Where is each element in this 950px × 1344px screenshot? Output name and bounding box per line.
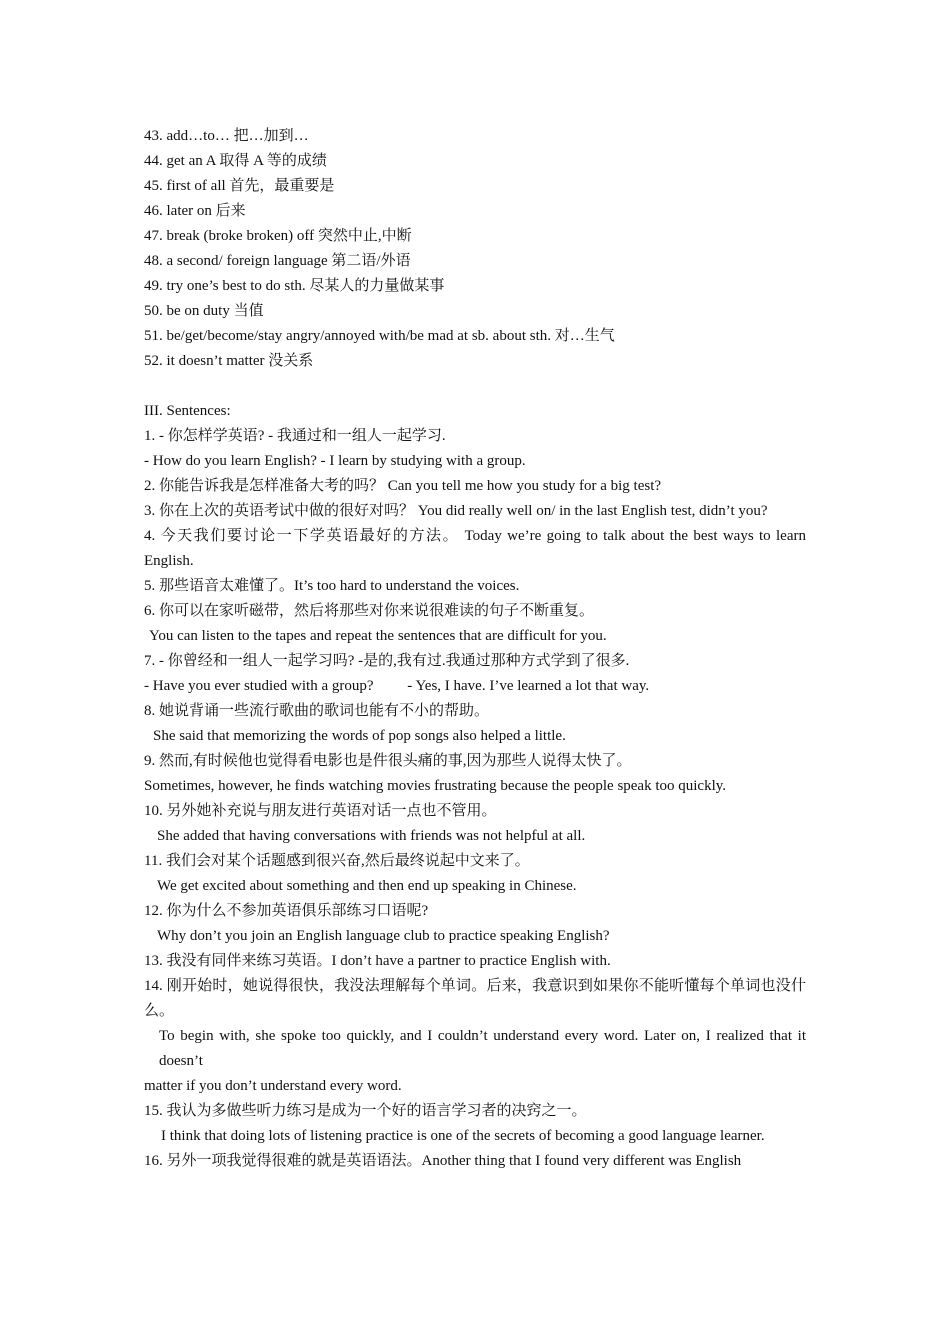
phrase-item: 51. be/get/become/stay angry/annoyed with/be mad at sb. about sth. 对…生气 [144, 328, 615, 344]
sentence-item: 16. 另外一项我觉得很难的就是英语语法。Another thing that I found very different was English [144, 1153, 742, 1169]
sentence-cn: 11. 我们会对某个话题感到很兴奋,然后最终说起中文来了。 [144, 853, 530, 869]
phrase-item: 47. break (broke broken) off 突然中止,中断 [144, 228, 412, 244]
phrase-item: 45. first of all 首先，最重要是 [144, 178, 335, 194]
sentence-cn: 14. 刚开始时，她说得很快，我没法理解每个单词。后来，我意识到如果你不能听懂每个单词也没什么。 [144, 978, 806, 1019]
phrase-item: 50. be on duty 当值 [144, 303, 264, 319]
sentence-cn: 10. 另外她补充说与朋友进行英语对话一点也不管用。 [144, 803, 497, 819]
phrase-item: 46. later on 后来 [144, 203, 246, 219]
sentence-en: Sometimes, however, he finds watching movies frustrating because the people speak too quickly. [144, 778, 727, 794]
sentence-cn: 8. 她说背诵一些流行歌曲的歌词也能有不小的帮助。 [144, 703, 490, 719]
sentence-en: - How do you learn English? - I learn by studying with a group. [144, 453, 526, 469]
sentence-list [144, 424, 806, 1174]
sentence-item: 5. 那些语音太难懂了。It’s too hard to understand the voices. [144, 578, 520, 594]
sentence-item: 4. 今天我们要讨论一下学英语最好的方法。 Today we’re going to talk about the best ways to learn English. [144, 528, 806, 569]
sentence-en: To begin with, she spoke too quickly, and I couldn’t understand every word. Later on, I realized that it doesn’t [159, 1028, 806, 1069]
sentence-item: 13. 我没有同伴来练习英语。I don’t have a partner to practice English with. [144, 953, 611, 969]
document-page [144, 124, 806, 1174]
section-title: III. Sentences: [144, 403, 231, 419]
phrase-item: 43. add…to… 把…加到… [144, 128, 309, 144]
spacer [144, 374, 806, 399]
sentence-item: 3. 你在上次的英语考试中做的很好对吗？ You did really well on/ in the last English test, didn’t you? [144, 503, 768, 519]
sentence-cn: 6. 你可以在家听磁带，然后将那些对你来说很难读的句子不断重复。 [144, 603, 595, 619]
sentence-en: She said that memorizing the words of pop songs also helped a little. [153, 728, 566, 744]
sentence-en: Why don’t you join an English language club to practice speaking English? [157, 928, 610, 944]
phrase-item: 49. try one’s best to do sth. 尽某人的力量做某事 [144, 278, 445, 294]
phrase-item: 52. it doesn’t matter 没关系 [144, 353, 314, 369]
sentence-cn: 7. - 你曾经和一组人一起学习吗? -是的,我有过.我通过那种方式学到了很多. [144, 653, 630, 669]
phrase-item: 44. get an A 取得 A 等的成绩 [144, 153, 327, 169]
sentence-en: - Have you ever studied with a group? - Yes, I have. I’ve learned a lot that way. [144, 678, 650, 694]
sentence-cn: 15. 我认为多做些听力练习是成为一个好的语言学习者的决窍之一。 [144, 1103, 587, 1119]
phrase-list [144, 124, 806, 374]
sentence-cn: 9. 然而,有时候他也觉得看电影也是件很头痛的事,因为那些人说得太快了。 [144, 753, 632, 769]
sentence-cn: 12. 你为什么不参加英语俱乐部练习口语呢? [144, 903, 429, 919]
sentence-en: You can listen to the tapes and repeat the sentences that are difficult for you. [149, 628, 607, 644]
phrase-item: 48. a second/ foreign language 第二语/外语 [144, 253, 411, 269]
sentence-en: She added that having conversations with friends was not helpful at all. [157, 828, 586, 844]
sentence-cn: 1. - 你怎样学英语? - 我通过和一组人一起学习. [144, 428, 446, 444]
sentence-en: We get excited about something and then end up speaking in Chinese. [157, 878, 577, 894]
sentence-en: I think that doing lots of listening practice is one of the secrets of becoming a good language learner. [161, 1128, 765, 1144]
sentence-item: 2. 你能告诉我是怎样准备大考的吗？ Can you tell me how you study for a big test? [144, 478, 662, 494]
sentence-en: matter if you don’t understand every word. [144, 1078, 402, 1094]
